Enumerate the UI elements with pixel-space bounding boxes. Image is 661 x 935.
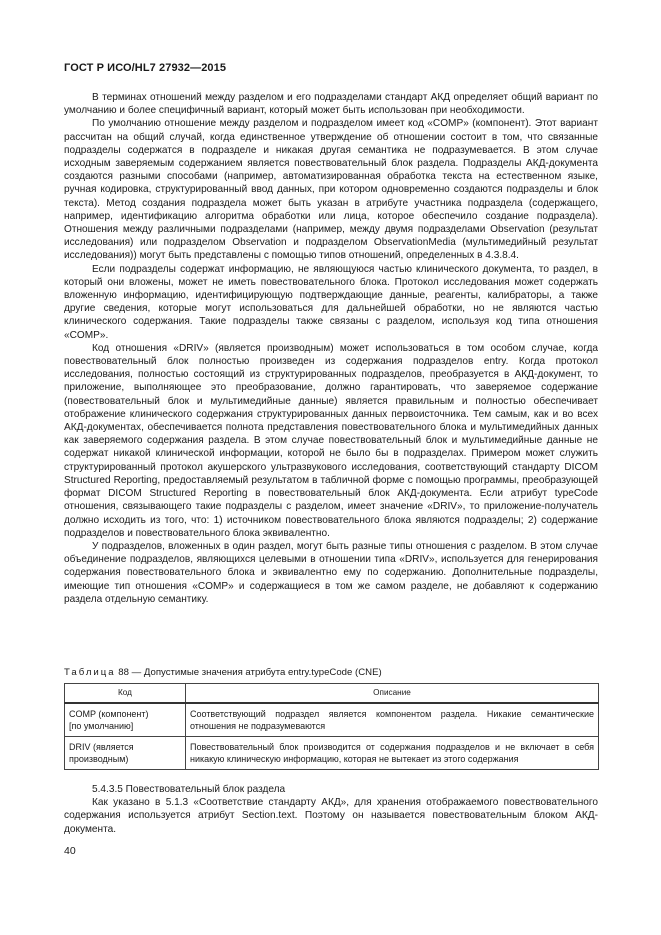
paragraph: Код отношения «DRIV» (является производным) может использоваться в том особом случае, когда повествовательный блок полностью произведен из содержания подразделов entry. Когда протокол исследования, полностью состоящий из структурированных подразделов, преобразуется в АКД-документ, то приложение, выполняющее это преобразование, должно гарантировать, что заверяемое содержание (повествовательный блок и мультимедийные данные) является правильным и полностью обеспечивает отображение клинического содержания структурированных данных первоисточника. Тем самым, как и во всех АКД-документах, обеспечивается полнота представления повествовательного блока и мультимедийных данных как заверяемого содержания раздела. В этом случае повествовательный блок и мультимедийные данные не содержат никакой клинической информации, которой не было бы в подразделах. Примером может служить структурированный протокол акушерского ультразвукового исследования, соответствующий стандарту DICOM Structured Reporting, предоставляемый результатом в табличной форме с помощью программы, преобразующей формат DICOM Structured Reporting в повествовательный блок АКД-документа. Если атрибут typeCode отношения, связывающего такие подразделы с разделом, имеет значение «DRIV», то приложение-получатель должно исходить из того, что: 1) источником повествовательного блока являются подразделы; 2) содержание подразделов и повествовательного блока эквивалентно. bbox=[64, 342, 598, 539]
paragraph: У подразделов, вложенных в один раздел, могут быть разные типы отношения с разделом. В этом случае объединение подразделов, являющихся целевыми в отношении типа «DRIV», используется для генерирования содержания повествовательного блока и эквивалентно ему по содержанию. Дополнительные подразделы, имеющие тип отношения «COMP» и содержащиеся в том же самом разделе, не добавляют к содержанию раздела отдельную семантику. bbox=[64, 540, 598, 605]
type-code-table bbox=[64, 683, 599, 770]
table-caption-word: Таблица bbox=[64, 667, 116, 678]
code-cell bbox=[65, 703, 186, 737]
code-line: COMP (компонент) bbox=[69, 709, 149, 719]
paragraph: В терминах отношений между разделом и его подразделами стандарт АКД определяет общий вариант по умолчанию и более специфичный вариант, который может быть использован при необходимости. bbox=[64, 92, 598, 117]
section-text: Как указано в 5.1.3 «Соответствие стандарту АКД», для хранения отображаемого повествовательного содержания используется атрибут Section.text. Поэтому он называется повествовательным блоком АКД-документа. bbox=[64, 797, 598, 835]
column-header-description: Описание bbox=[186, 684, 599, 704]
description-cell: Повествовательный блок производится от содержания подразделов и не включает в себя никакую клиническую информацию, которая не вытекает из этого содержания bbox=[186, 737, 599, 770]
body-text bbox=[64, 91, 598, 606]
table-caption-text: 88 — Допустимые значения атрибута entry.typeCode (CNE) bbox=[115, 667, 382, 678]
section-5-4-3-5 bbox=[64, 783, 598, 836]
description-cell: Соответствующий подраздел является компонентом раздела. Никакие семантические отношения не подразумеваются bbox=[186, 703, 599, 737]
standard-header: ГОСТ Р ИСО/HL7 27932—2015 bbox=[64, 62, 227, 74]
paragraph: Если подразделы содержат информацию, не являющуюся частью клинического документа, то раздел, в который они вложены, может не иметь повествовательного блока. Протокол исследования может содержать вложенную информацию, идентифицирующую подтверждающие данные, реагенты, калибраторы, а также другие сведения, которые могут использоваться для дальнейшей обработки, но не являются частью клинического содержания. Такие подразделы также связаны с разделом, используя код типа отношения «COMP». bbox=[64, 263, 598, 341]
table-caption bbox=[64, 667, 598, 678]
section-heading: 5.4.3.5 Повествовательный блок раздела bbox=[92, 784, 286, 795]
paragraph: По умолчанию отношение между разделом и подразделом имеет код «COMP» (компонент). Этот вариант рассчитан на общий случай, когда единственное утверждение об отношении состоит в том, что связанные подразделы содержатся в подразделе и никакая другая семантика не подразумевается. В этом случае исходным заверяемым содержанием является повествовательный блок раздела. Подразделы АКД-документа создаются разными способами (например, автоматизированная обработка текста на естественном языке, ручная кодировка, структурированный ввод данных, при котором одновременно создаются подразделы и блок текста). Метод создания подраздела может быть указан в атрибуте участника подраздела (содержащего, например, идентификацию алгоритма обработки или лица, которое обеспечило создание подраздела). Отношения между различными подразделами (например, между двумя подразделами Observation (результат исследования) или подразделом Observation и подразделом ObservationMedia (мультимедийный результат исследования)) могут быть представлены с помощью типов отношений, определенных в 4.3.8.4. bbox=[64, 118, 598, 262]
code-line: [по умолчанию] bbox=[69, 721, 134, 731]
code-line: производным) bbox=[69, 754, 129, 764]
code-line: DRIV (является bbox=[69, 742, 134, 752]
table-row bbox=[65, 703, 599, 737]
page-number: 40 bbox=[64, 845, 76, 857]
table-row bbox=[65, 737, 599, 770]
column-header-code: Код bbox=[65, 684, 186, 704]
table-header-row bbox=[65, 684, 599, 704]
code-cell bbox=[65, 737, 186, 770]
